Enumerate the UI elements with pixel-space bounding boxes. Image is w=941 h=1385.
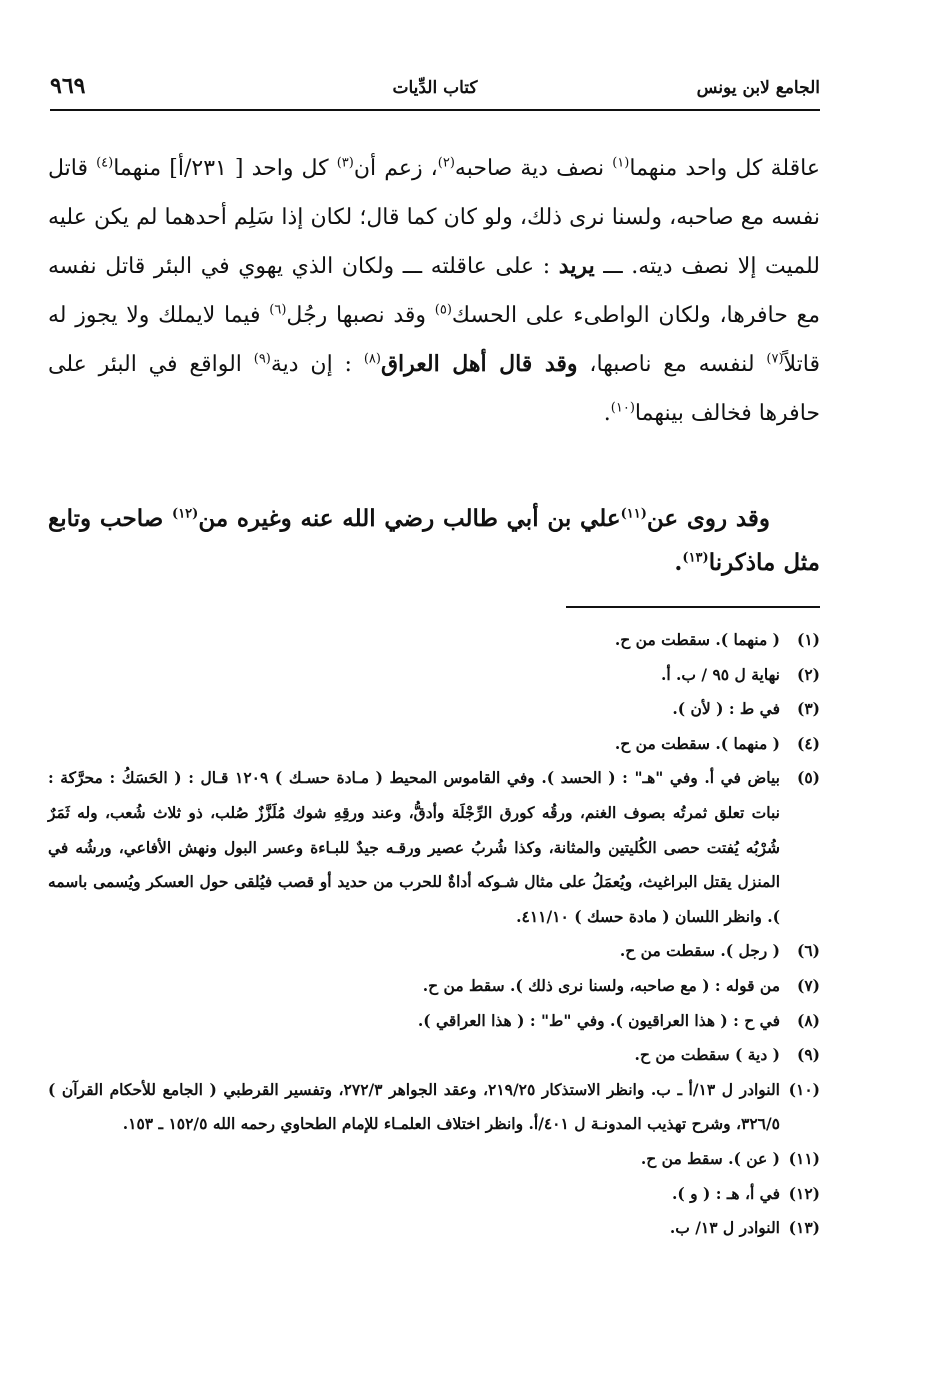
text-run: : إن دية bbox=[270, 352, 364, 377]
text-run: عاقلة كل واحد منهما bbox=[629, 156, 820, 181]
footnote-item bbox=[48, 761, 820, 934]
footnote-number: (٣) bbox=[796, 699, 820, 719]
footnote-item bbox=[48, 1142, 820, 1177]
footnote-number: (١٠) bbox=[788, 1079, 820, 1099]
footnote-number: (١) bbox=[796, 630, 820, 649]
text-run: علي بن أبي طالب رضي الله عنه وغيره من bbox=[198, 505, 621, 532]
footnote-item bbox=[48, 1177, 820, 1212]
footnote-text: ( دية ) سقطت من ح. bbox=[634, 1045, 780, 1065]
footnote-ref: (٩) bbox=[253, 351, 271, 367]
footnote-ref: (١٢) bbox=[172, 506, 199, 522]
footnote-item bbox=[48, 969, 820, 1004]
text-run: : على عاقلته ـــ ولكان الذي يهوي في البئر قاتل نفسه مع حافرها، ولكان الواطىء على الحسك bbox=[48, 254, 820, 328]
text-run: صاحب وتابع مثل ماذكرنا bbox=[48, 505, 820, 576]
footnote-number: (٤) bbox=[796, 733, 820, 753]
footnote-number: (١٢) bbox=[788, 1183, 820, 1203]
footnote-text: من قوله : ( مع صاحبه، ولسنا نرى ذلك ). سقط من ح. bbox=[422, 975, 780, 995]
footnote-item bbox=[48, 692, 820, 727]
footnote-ref: (١٠) bbox=[610, 400, 635, 416]
text-run: . bbox=[603, 400, 611, 426]
footnote-item bbox=[48, 934, 820, 969]
emphasis-word: يريد bbox=[558, 253, 595, 279]
text-run: ، زعم أن bbox=[353, 156, 438, 181]
footnote-item bbox=[48, 1211, 820, 1246]
footnote-item bbox=[48, 1073, 820, 1142]
footnote-text: ( رجل ). سقطت من ح. bbox=[619, 941, 780, 961]
section-title: كتاب الدِّيات bbox=[392, 78, 478, 98]
footnote-number: (١١) bbox=[788, 1148, 820, 1168]
footnote-number: (٥) bbox=[796, 768, 820, 788]
running-header bbox=[50, 73, 820, 108]
footnote-text: في ح : ( هذا العراقيون ). وفي "ط" : ( هذا العراقي ). bbox=[417, 1010, 780, 1030]
footnote-number: (٧) bbox=[796, 975, 820, 995]
page-number: ٩٦٩ bbox=[50, 73, 86, 99]
text-run: فيما لايملك ولا يجوز له قاتلاً bbox=[48, 302, 820, 377]
text-run: وقد نصبها رجُل bbox=[286, 302, 435, 328]
footnote-ref: (١٣) bbox=[682, 550, 709, 566]
footnote-number: (٢) bbox=[796, 664, 820, 684]
footnote-text: النوادر ل ١٣/أ ـ ب. وانظر الاستذكار ٢١٩/٢٥، وعقد الجواهر ٢٧٢/٣، وتفسير القرطبي ( الجامع للأحكام القرآن ) ٣٢٦/٥، وشرح تهذيب المدونـة ل ٤٠١/أ. وانظر اختلاف العلمـاء للإمام الطحاوي رحمه الله ١٥٢/٥ ـ ١٥٣. bbox=[48, 1079, 780, 1134]
footnote-text: بياض في أ. وفي "هـ" : ( الحسد ). وفي القاموس المحيط ( مـادة حسـك ) ١٢٠٩ قـال : ( الحَسَكُ : محرَّكة : نبات تعلق ثمرتُه بصوف الغنم، ورقُه كورق الرِّجْلَة وأدقُّ، وعند ورقِهِ شوك مُلَزَّزٌ صُلب، ذو ثلاث شُعب، وله ثَمَرٌ شُرْبُه يُفتت حصى الكُليتين والمثانة، وكذا شُربُ عصير ورقـه جيدٌ للبـاءة وعسر البول ونهش الأفاعي، ورشُه في المنزل يقتل البراغيث، ويُعمَلُ على مثال شـوكه أداةٌ للحرب من حديد أو قصب فيُلقى حول العسكر ويُسمى باسمه ). وانظر اللسان ( مادة حسك ) ٤١١/١٠. bbox=[48, 768, 780, 926]
footnote-number: (٨) bbox=[796, 1010, 820, 1030]
footnote-item bbox=[48, 1038, 820, 1073]
footnote-text: ( منهما ). سقطت من ح. bbox=[614, 733, 780, 753]
footnotes-list bbox=[48, 623, 820, 1246]
footnote-text: ( عن ). سقط من ح. bbox=[640, 1148, 780, 1168]
text-run: الواقع في البئر على حافرها فخالف بينهما bbox=[48, 352, 820, 426]
book-title: الجامع لابن يونس bbox=[696, 78, 820, 98]
text-run: . bbox=[674, 549, 683, 576]
header-divider bbox=[50, 109, 820, 111]
footnote-item bbox=[48, 1004, 820, 1039]
main-paragraph bbox=[48, 145, 820, 438]
text-run: لنفسه مع ناصبها، bbox=[577, 352, 767, 377]
footnote-text: في ط : ( لأن ). bbox=[672, 699, 780, 719]
footnote-ref: (٣) bbox=[336, 155, 354, 171]
footnote-text: في أ، هـ : ( و ). bbox=[671, 1183, 780, 1203]
footnote-divider bbox=[566, 606, 820, 608]
footnote-text: ( منهما ). سقطت من ح. bbox=[614, 630, 780, 649]
footnote-ref: (١١) bbox=[620, 506, 647, 522]
text-run: قاتل نفسه مع صاحبه، ولسنا نرى ذلك، ولو كان كما قال؛ لكان إذا سَلِم أحدهما لم يكن عليه للميت إلا نصف ديته. ـــ bbox=[48, 156, 820, 279]
text-run: نصف دية صاحبه bbox=[454, 156, 613, 181]
text-run: وقد روى عن bbox=[646, 505, 771, 532]
footnote-number: (٦) bbox=[796, 941, 820, 961]
emphasis-phrase: وقد قال أهل العراق bbox=[380, 351, 578, 377]
footnote-ref: (٨) bbox=[363, 351, 381, 367]
footnote-ref: (٥) bbox=[434, 302, 452, 318]
footnote-text: النوادر ل ١٣/ ب. bbox=[669, 1218, 780, 1238]
footnote-ref: (٢) bbox=[437, 155, 455, 171]
footnote-text: نهاية ل ٩٥ / ب. أ. bbox=[660, 664, 780, 684]
footnote-item bbox=[48, 727, 820, 762]
footnote-number: (٩) bbox=[796, 1045, 820, 1065]
footnote-ref: (٧) bbox=[766, 351, 784, 367]
footnote-number: (١٣) bbox=[788, 1218, 820, 1238]
second-paragraph bbox=[48, 497, 820, 585]
footnote-ref: (٦) bbox=[269, 302, 287, 318]
footnote-ref: (١) bbox=[612, 155, 630, 171]
footnote-item bbox=[48, 658, 820, 693]
text-run: كل واحد [ ٢٣١/أ] منهما bbox=[113, 156, 337, 181]
footnote-item bbox=[48, 623, 820, 658]
footnote-ref: (٤) bbox=[96, 155, 114, 171]
